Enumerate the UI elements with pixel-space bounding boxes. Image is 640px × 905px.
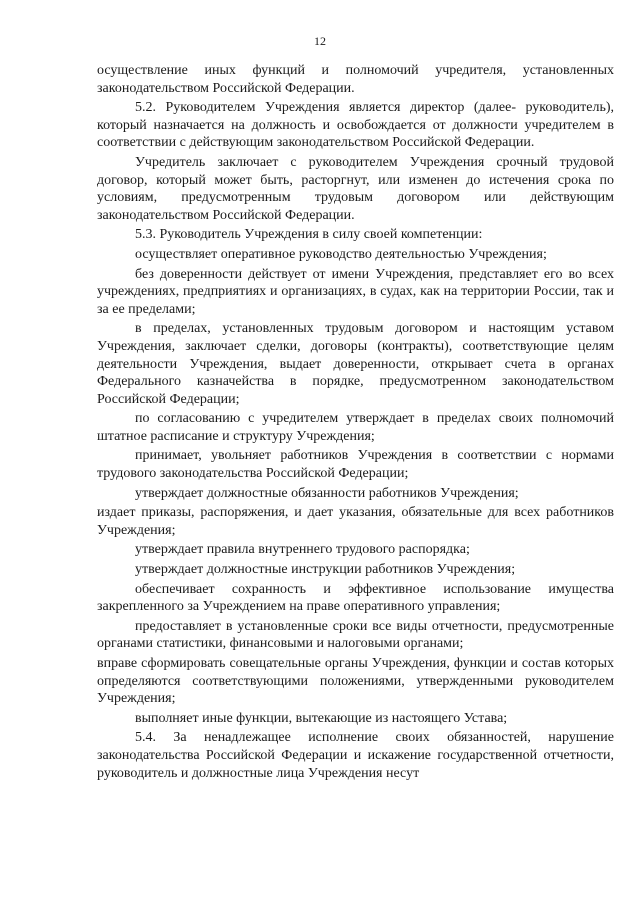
paragraph: Учредитель заключает с руководителем Учреждения срочный трудовой договор, который может быть, расторгнут, или изменен до истечения срока по условиям, предусмотренным трудовым договором или действующим законодательством Российской Федерации. xyxy=(97,154,614,223)
paragraph: предоставляет в установленные сроки все виды отчетности, предусмотренные органами статистики, финансовыми и налоговыми органами; xyxy=(97,618,614,652)
paragraph: осуществление иных функций и полномочий учредителя, установленных законодательством Российской Федерации. xyxy=(97,63,614,96)
paragraph: в пределах, установленных трудовым договором и настоящим уставом Учреждения, заключает сделки, договоры (контракты), соответствующие целям деятельности Учреждения, выдает доверенности, открывает счета в органах Федерального казначейства в порядке, предусмотренном законодательством Российской Федерации; xyxy=(97,321,614,407)
paragraph: осуществляет оперативное руководство деятельностью Учреждения; xyxy=(135,246,547,262)
paragraph: принимает, увольняет работников Учреждения в соответствии с нормами трудового законодательства Российской Федерации; xyxy=(97,448,614,482)
paragraph: 5.4. За ненадлежащее исполнение своих обязанностей, нарушение законодательства Российской Федерации и искажение государственной отчетности, руководитель и должностные лица Учреждения несут xyxy=(97,730,614,781)
paragraph: 5.3. Руководитель Учреждения в силу своей компетенции: xyxy=(135,227,483,243)
paragraph: утверждает правила внутреннего трудового распорядка; xyxy=(135,542,470,558)
page-number: 12 xyxy=(314,34,326,48)
paragraph: утверждает должностные обязанности работников Учреждения; xyxy=(135,485,519,501)
paragraph: вправе сформировать совещательные органы Учреждения, функции и состав которых определяются соответствующими положениями, утвержденными руководителем Учреждения; xyxy=(97,656,614,707)
paragraph: 5.2. Руководителем Учреждения является директор (далее- руководитель), который назначается на должность и освобождается от должности учредителем в соответствии с действующим законодательством Российской Федерации. xyxy=(97,100,614,151)
document-body xyxy=(97,62,614,784)
paragraph: без доверенности действует от имени Учреждения, представляет его во всех учреждениях, предприятиях и организациях, в судах, как на территории России, так и за ее пределами; xyxy=(97,266,614,317)
paragraph: утверждает должностные инструкции работников Учреждения; xyxy=(135,562,516,578)
paragraph: по согласованию с учредителем утверждает в пределах своих полномочий штатное расписание и структуру Учреждения; xyxy=(97,411,614,444)
paragraph: выполняет иные функции, вытекающие из настоящего Устава; xyxy=(135,710,508,726)
paragraph: обеспечивает сохранность и эффективное использование имущества закрепленного за Учреждением на праве оперативного управления; xyxy=(97,581,614,615)
paragraph: издает приказы, распоряжения, и дает указания, обязательные для всех работников Учреждения; xyxy=(97,505,614,538)
